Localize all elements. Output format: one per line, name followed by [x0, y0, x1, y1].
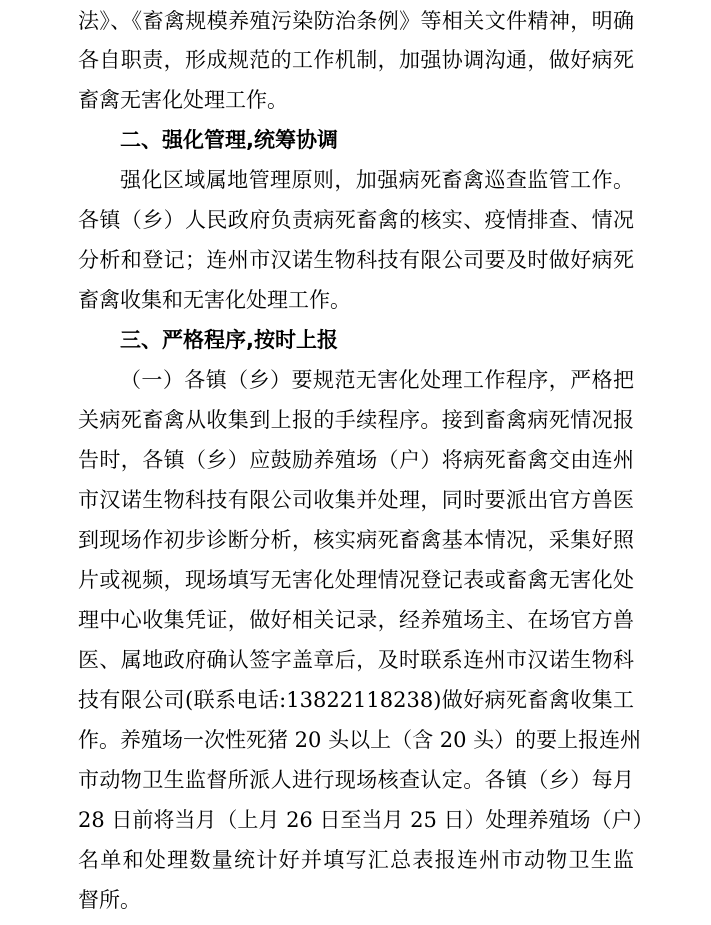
paragraph-line: （一）各镇（乡）要规范无害化处理工作程序，严格把 — [120, 368, 634, 392]
paragraph-line: 技有限公司(联系电话:13822118238)做好病死畜禽收集工 — [78, 688, 634, 712]
paragraph-line: 强化区域属地管理原则，加强病死畜禽巡查监管工作。 — [120, 168, 634, 192]
paragraph-line: 市汉诺生物科技有限公司收集并处理，同时要派出官方兽医 — [78, 488, 634, 512]
paragraph-line: 告时，各镇（乡）应鼓励养殖场（户）将病死畜禽交由连州 — [78, 448, 634, 472]
paragraph-line: 医、属地政府确认签字盖章后，及时联系连州市汉诺生物科 — [78, 648, 634, 672]
paragraph-line: 关病死畜禽从收集到上报的手续程序。接到畜禽病死情况报 — [78, 408, 634, 432]
paragraph-line: 各自职责，形成规范的工作机制，加强协调沟通，做好病死 — [78, 48, 634, 72]
section-heading: 三、严格程序,按时上报 — [120, 328, 338, 352]
paragraph-line: 各镇（乡）人民政府负责病死畜禽的核实、疫情排查、情况 — [78, 208, 634, 232]
paragraph-line: 到现场作初步诊断分析，核实病死畜禽基本情况，采集好照 — [78, 528, 634, 552]
paragraph-line: 分析和登记；连州市汉诺生物科技有限公司要及时做好病死 — [78, 248, 634, 272]
paragraph-line: 畜禽无害化处理工作。 — [78, 88, 288, 112]
paragraph-line: 督所。 — [78, 888, 141, 912]
paragraph-line: 法》、《畜禽规模养殖污染防治条例》等相关文件精神，明确 — [78, 9, 634, 33]
paragraph-line: 理中心收集凭证，做好相关记录，经养殖场主、在场官方兽 — [78, 608, 634, 632]
paragraph-line: 作。养殖场一次性死猪 20 头以上（含 20 头）的要上报连州 — [78, 728, 642, 752]
paragraph-line: 名单和处理数量统计好并填写汇总表报连州市动物卫生监 — [78, 848, 634, 872]
paragraph-line: 市动物卫生监督所派人进行现场核查认定。各镇（乡）每月 — [78, 768, 634, 792]
paragraph-line: 畜禽收集和无害化处理工作。 — [78, 288, 351, 312]
section-heading: 二、强化管理,统筹协调 — [120, 128, 338, 152]
paragraph-line: 28 日前将当月（上月 26 日至当月 25 日）处理养殖场（户） — [78, 808, 654, 832]
paragraph-line: 片或视频，现场填写无害化处理情况登记表或畜禽无害化处 — [78, 568, 634, 592]
